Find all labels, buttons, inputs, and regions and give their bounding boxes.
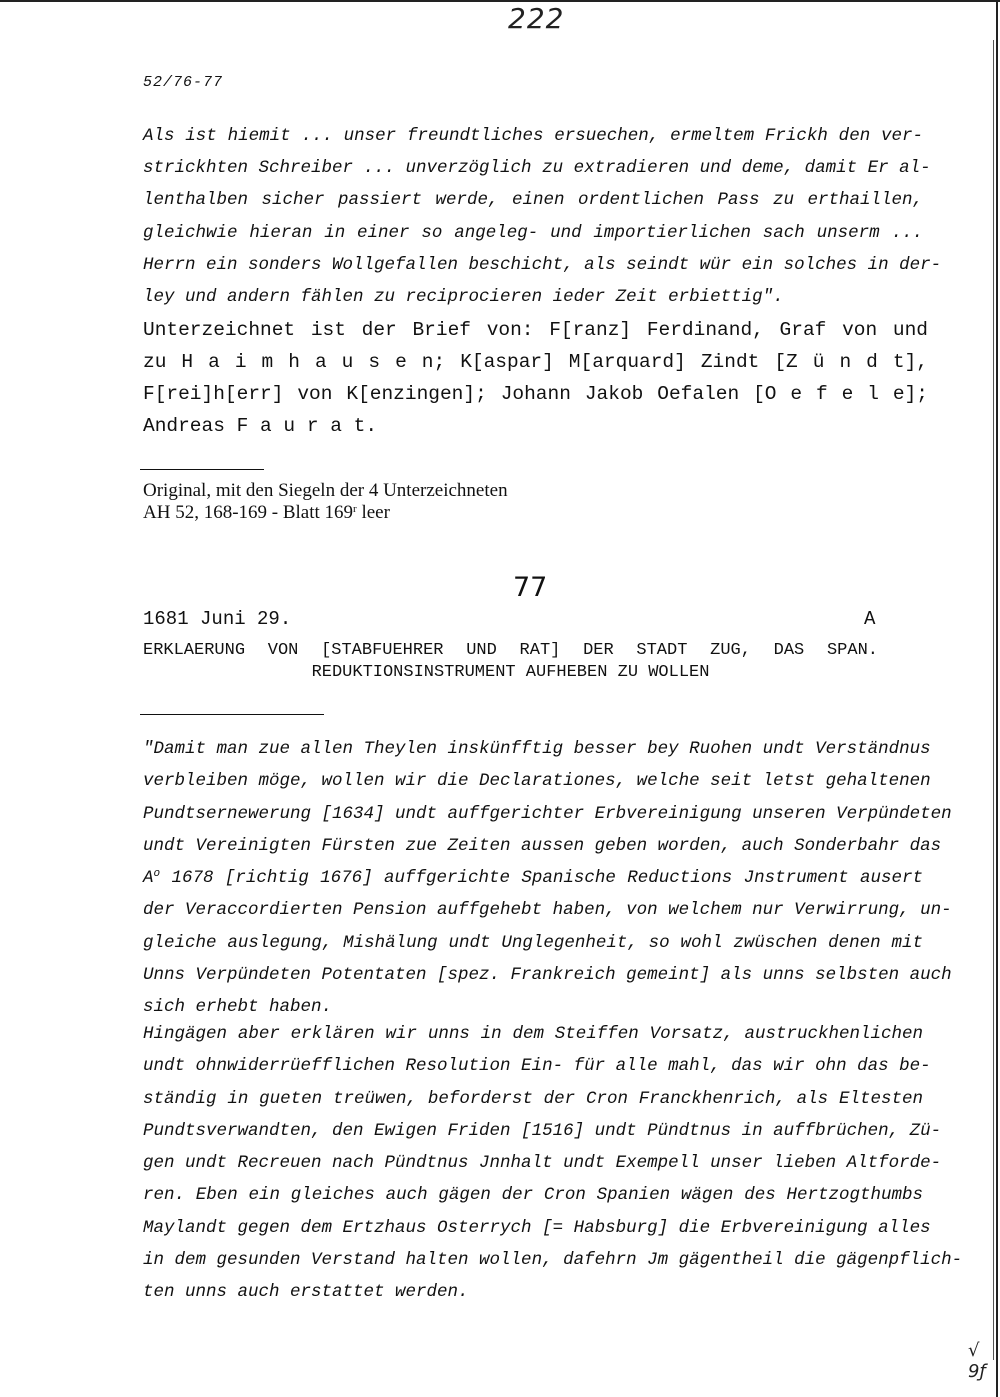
text-line: Unns Verpündeten Potentaten [spez. Frankreich gemeint] als unns selbsten auch bbox=[143, 965, 952, 986]
letter-quote-paragraph bbox=[143, 120, 942, 313]
text-line: "Damit man zue allen Theylen inskünfftig besser bey Ruohen undt Verständnus bbox=[143, 739, 931, 759]
text-line: Andreas F a u r a t. bbox=[143, 415, 378, 437]
scan-border-top bbox=[0, 0, 1000, 2]
text-line: Maylandt gegen dem Ertzhaus Osterrych [= Habsburg] die Erbvereinigung alles bbox=[143, 1217, 931, 1238]
text-line: Hingägen aber erklären wir unns in dem Steiffen Vorsatz, austruckhenlichen bbox=[143, 1024, 923, 1044]
signers-paragraph bbox=[143, 314, 928, 442]
section-divider bbox=[140, 714, 324, 715]
text-line: der Veraccordierten Pension auffgehebt haben, von welchem nur Verwirrung, un- bbox=[143, 900, 952, 921]
text-line: F[rei]h[err] von K[enzingen]; Johann Jakob Oefalen [O e f e l e]; bbox=[143, 383, 928, 405]
declaration-paragraph bbox=[143, 733, 952, 1024]
text-line: gleichwie hieran in einer so angeleg- und importierlichen sach unserm ... bbox=[143, 222, 923, 243]
heading-line: REDUKTIONSINSTRUMENT AUFHEBEN ZU WOLLEN bbox=[311, 663, 710, 682]
section-divider bbox=[140, 469, 264, 470]
source-ref: AH 52, 168-169 - Blatt 169 bbox=[143, 502, 354, 523]
source-note-line: Original, mit den Siegeln der 4 Unterzeichneten bbox=[143, 480, 508, 501]
text-line: ständig in gueten treüwen, beforderst der Cron Franckhenrich, als Eltesten bbox=[143, 1088, 923, 1109]
text-line bbox=[143, 862, 923, 894]
document-date: 1681 Juni 29. bbox=[143, 608, 292, 630]
source-ref-suffix: leer bbox=[356, 502, 390, 523]
source-note bbox=[143, 480, 508, 524]
file-reference: 52/76-77 bbox=[143, 74, 224, 91]
text-line: in dem gesunden Verstand halten wollen, dafehrn Jm gägentheil die gägenpflich- bbox=[143, 1250, 963, 1271]
text-line: gleiche auslegung, Mishälung undt Unglegenheit, so wohl zwüschen denen mit bbox=[143, 932, 923, 953]
text-line: zu H a i m h a u s e n; K[aspar] M[arquard] Zindt [Z ü n d t], bbox=[143, 351, 928, 373]
text-line: Als ist hiemit ... unser freundtliches ersuechen, ermeltem Frickh den ver- bbox=[143, 126, 923, 146]
handwritten-margin-mark: √ 9ƒ bbox=[968, 1340, 986, 1382]
text-line: Pundtsernewerung [1634] undt auffgerichter Erbvereinigung unseren Verpündeten bbox=[143, 803, 952, 824]
text-line: verbleiben möge, wollen wir die Declarationes, welche seit letst gehaltenen bbox=[143, 771, 931, 792]
handwritten-page-number: 222 bbox=[508, 2, 565, 35]
text-line-rest: 1678 [richtig 1676] auffgerichte Spanische Reductions Jnstrument ausert bbox=[160, 868, 923, 889]
text-line: Pundtsverwandten, den Ewigen Friden [1516] undt Pündtnus in auffbrüchen, Zü- bbox=[143, 1120, 942, 1141]
text-line: sich erhebt haben. bbox=[143, 997, 333, 1018]
text-line: Unterzeichnet ist der Brief von: F[ranz] Ferdinand, Graf von und bbox=[143, 319, 928, 341]
text-line: strickhten Schreiber ... unverzöglich zu extradieren und deme, damit Er al- bbox=[143, 158, 931, 179]
declaration-paragraph bbox=[143, 1018, 963, 1309]
document-heading bbox=[143, 640, 878, 684]
scan-border-right-inner bbox=[993, 40, 994, 1360]
text-line: undt ohnwiderrüefflichen Resolution Ein- für alle mahl, das wir ohn das be- bbox=[143, 1056, 931, 1077]
document-number: 77 bbox=[513, 572, 548, 603]
text-line: gen undt Recreuen nach Pündtnus Jnnhalt undt Exempell unser lieben Altforde- bbox=[143, 1153, 942, 1174]
anno-abbrev: A bbox=[143, 868, 154, 889]
scan-border-right bbox=[996, 0, 998, 1397]
text-line: ren. Eben ein gleiches auch gägen der Cron Spanien wägen des Hertzogthumbs bbox=[143, 1185, 923, 1206]
source-note-line bbox=[143, 502, 508, 524]
document-marker: A bbox=[864, 608, 876, 630]
text-line: undt Vereinigten Fürsten zue Zeiten aussen geben worden, auch Sonderbahr das bbox=[143, 835, 942, 856]
text-line: ley und andern fählen zu reciprocieren ieder Zeit erbiettig". bbox=[143, 287, 784, 308]
folio-superscript: r bbox=[353, 503, 357, 515]
text-line: Herrn ein sonders Wollgefallen beschicht, als seindt wür ein solches in der- bbox=[143, 254, 942, 275]
heading-line: ERKLAERUNG VON [STABFUEHRER UND RAT] DER STADT ZUG, DAS SPAN. bbox=[143, 641, 878, 660]
anno-superscript: o bbox=[153, 868, 161, 881]
text-line: lenthalben sicher passiert werde, einen ordentlichen Pass zu erthaillen, bbox=[143, 190, 923, 211]
text-line: ten unns auch erstattet werden. bbox=[143, 1282, 469, 1303]
